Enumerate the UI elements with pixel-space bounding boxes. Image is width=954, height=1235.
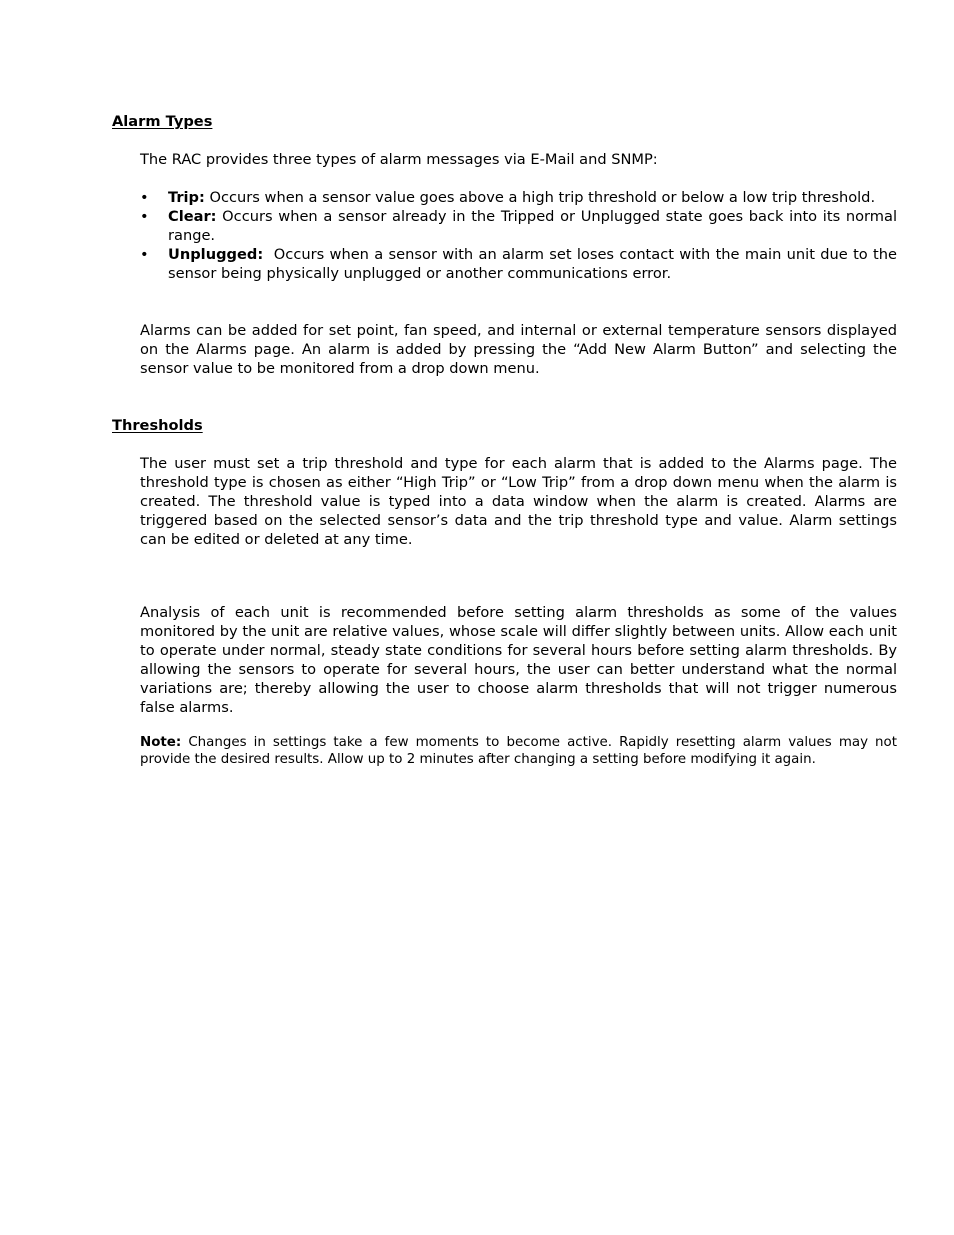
term-clear: Clear:: [168, 208, 217, 225]
note-paragraph: [140, 734, 897, 768]
definition-trip: Occurs when a sensor value goes above a high trip threshold or below a low trip threshold.: [204, 189, 876, 206]
alarm-types-list: [140, 188, 902, 283]
heading-thresholds: Thresholds: [112, 417, 203, 434]
analysis-paragraph: Analysis of each unit is recommended before setting alarm thresholds as some of the values monitored by the unit are relative values, whose scale will differ slightly between units. Allow each unit to operate under normal, steady state conditions for several hours before setting alarm thresholds. By allowing the sensors to operate for several hours, the user can better understand what the normal variations are; thereby allowing the user to choose alarm thresholds that will not trigger numerous false alarms.: [140, 604, 897, 716]
alarms-add-paragraph: Alarms can be added for set point, fan speed, and internal or external temperature sensors displayed on the Alarms page. An alarm is added by pressing the “Add New Alarm Button” and selecting the sensor value to be monitored from a drop down menu.: [140, 322, 897, 377]
term-trip: Trip:: [168, 189, 205, 206]
thresholds-paragraph: The user must set a trip threshold and type for each alarm that is added to the Alarms page. The threshold type is chosen as either “High Trip” or “Low Trip” from a drop down menu when the alarm is created. The threshold value is typed into a data window when the alarm is created. Alarms are triggered based on the selected sensor’s data and the trip threshold type and value. Alarm settings can be edited or deleted at any time.: [140, 455, 897, 548]
bullet-icon: •: [140, 208, 149, 225]
heading-alarm-types: Alarm Types: [112, 113, 213, 130]
term-unplugged: Unplugged:: [168, 246, 264, 263]
definition-unplugged: Occurs when a sensor with an alarm set loses contact with the main unit due to the sensor being physically unplugged or another communications error.: [168, 246, 902, 282]
bullet-icon: •: [140, 246, 149, 263]
note-label: Note:: [140, 735, 182, 750]
list-item-unplugged: [140, 245, 902, 283]
list-item-trip: [140, 188, 897, 207]
note-text: Changes in settings take a few moments to become active. Rapidly resetting alarm values may not provide the desired results. Allow up to 2 minutes after changing a setting before modifying it again.: [140, 735, 897, 767]
bullet-icon: •: [140, 189, 149, 206]
alarm-types-intro: The RAC provides three types of alarm messages via E-Mail and SNMP:: [140, 151, 658, 168]
definition-clear: Occurs when a sensor already in the Tripped or Unplugged state goes back into its normal range.: [168, 208, 897, 244]
list-item-clear: [140, 207, 897, 245]
